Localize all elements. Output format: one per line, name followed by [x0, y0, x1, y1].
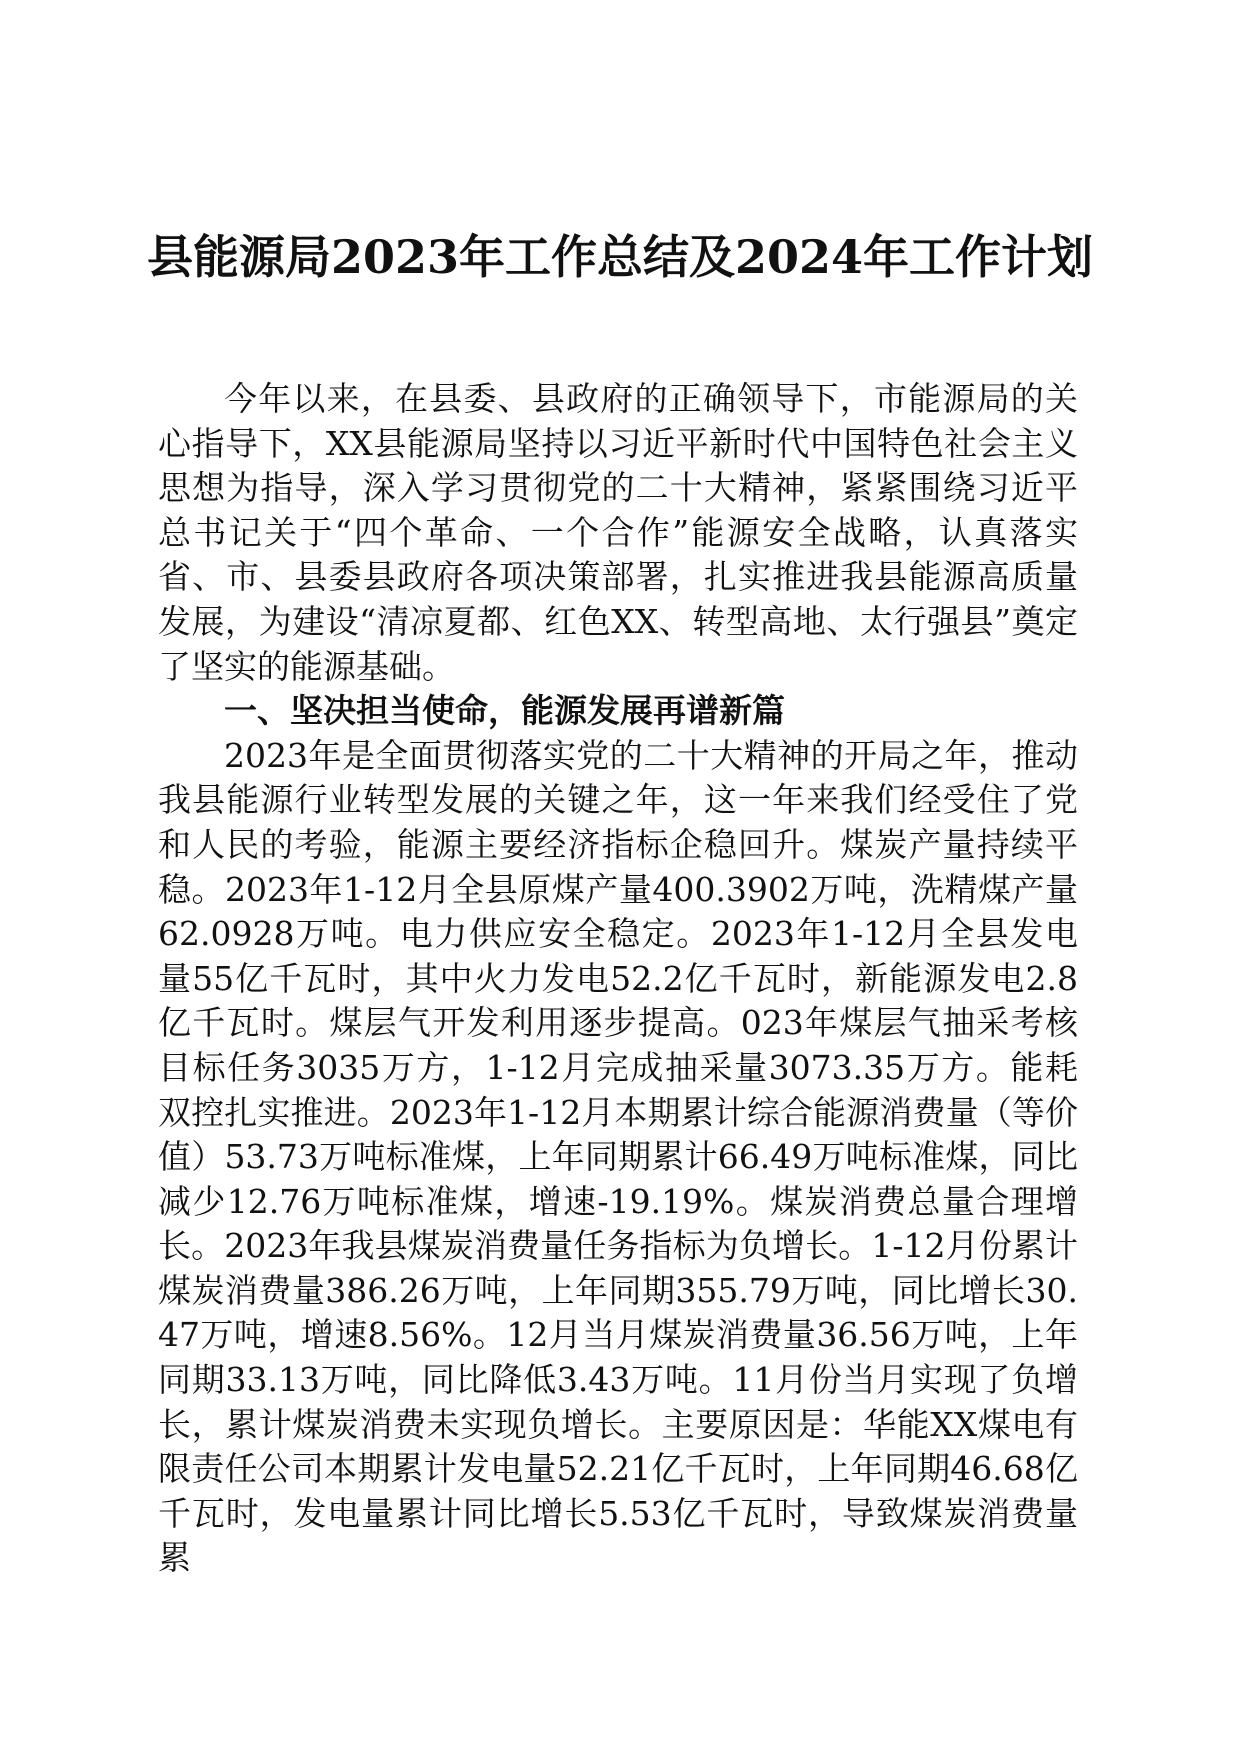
intro-paragraph: 今年以来，在县委、县政府的正确领导下，市能源局的关心指导下，XX县能源局坚持以习近平新时代中国特色社会主义思想为指导，深入学习贯彻党的二十大精神，紧紧围绕习近平总书记关于“四个革命、一个合作”能源安全战略，认真落实省、市、县委县政府各项决策部署，扎实推进我县能源高质量发展，为建设“清凉夏都、红色XX、转型高地、太行强县”奠定了坚实的能源基础。	[158, 379, 1078, 686]
section-1-heading: 一、坚决担当使命，能源发展再谱新篇	[224, 691, 785, 731]
section-1-paragraph: 2023年是全面贯彻落实党的二十大精神的开局之年，推动我县能源行业转型发展的关键之年，这一年来我们经受住了党和人民的考验，能源主要经济指标企稳回升。煤炭产量持续平稳。2023年1-12月全县原煤产量400.3902万吨，洗精煤产量62.0928万吨。电力供应安全稳定。2023年1-12月全县发电量55亿千瓦时，其中火力发电52.2亿千瓦时，新能源发电2.8亿千瓦时。煤层气开发利用逐步提高。023年煤层气抽采考核目标任务3035万方，1-12月完成抽采量3073.35万方。能耗双控扎实推进。2023年1-12月本期累计综合能源消费量（等价值）53.73万吨标准煤，上年同期累计66.49万吨标准煤，同比减少12.76万吨标准煤，增速-19.19%。煤炭消费总量合理增长。2023年我县煤炭消费量任务指标为负增长。1-12月份累计煤炭消费量386.26万吨，上年同期355.79万吨，同比增长30.47万吨，增速8.56%。12月当月煤炭消费量36.56万吨，上年同期33.13万吨，同比降低3.43万吨。11月份当月实现了负增长，累计煤炭消费未实现负增长。主要原因是：华能XX煤电有限责任公司本期累计发电量52.21亿千瓦时，上年同期46.68亿千瓦时，发电量累计同比增长5.53亿千瓦时，导致煤炭消费量累	[158, 735, 1078, 1578]
document-body	[158, 377, 1078, 1581]
document-title: 县能源局2023年工作总结及2024年工作计划	[146, 230, 1094, 284]
